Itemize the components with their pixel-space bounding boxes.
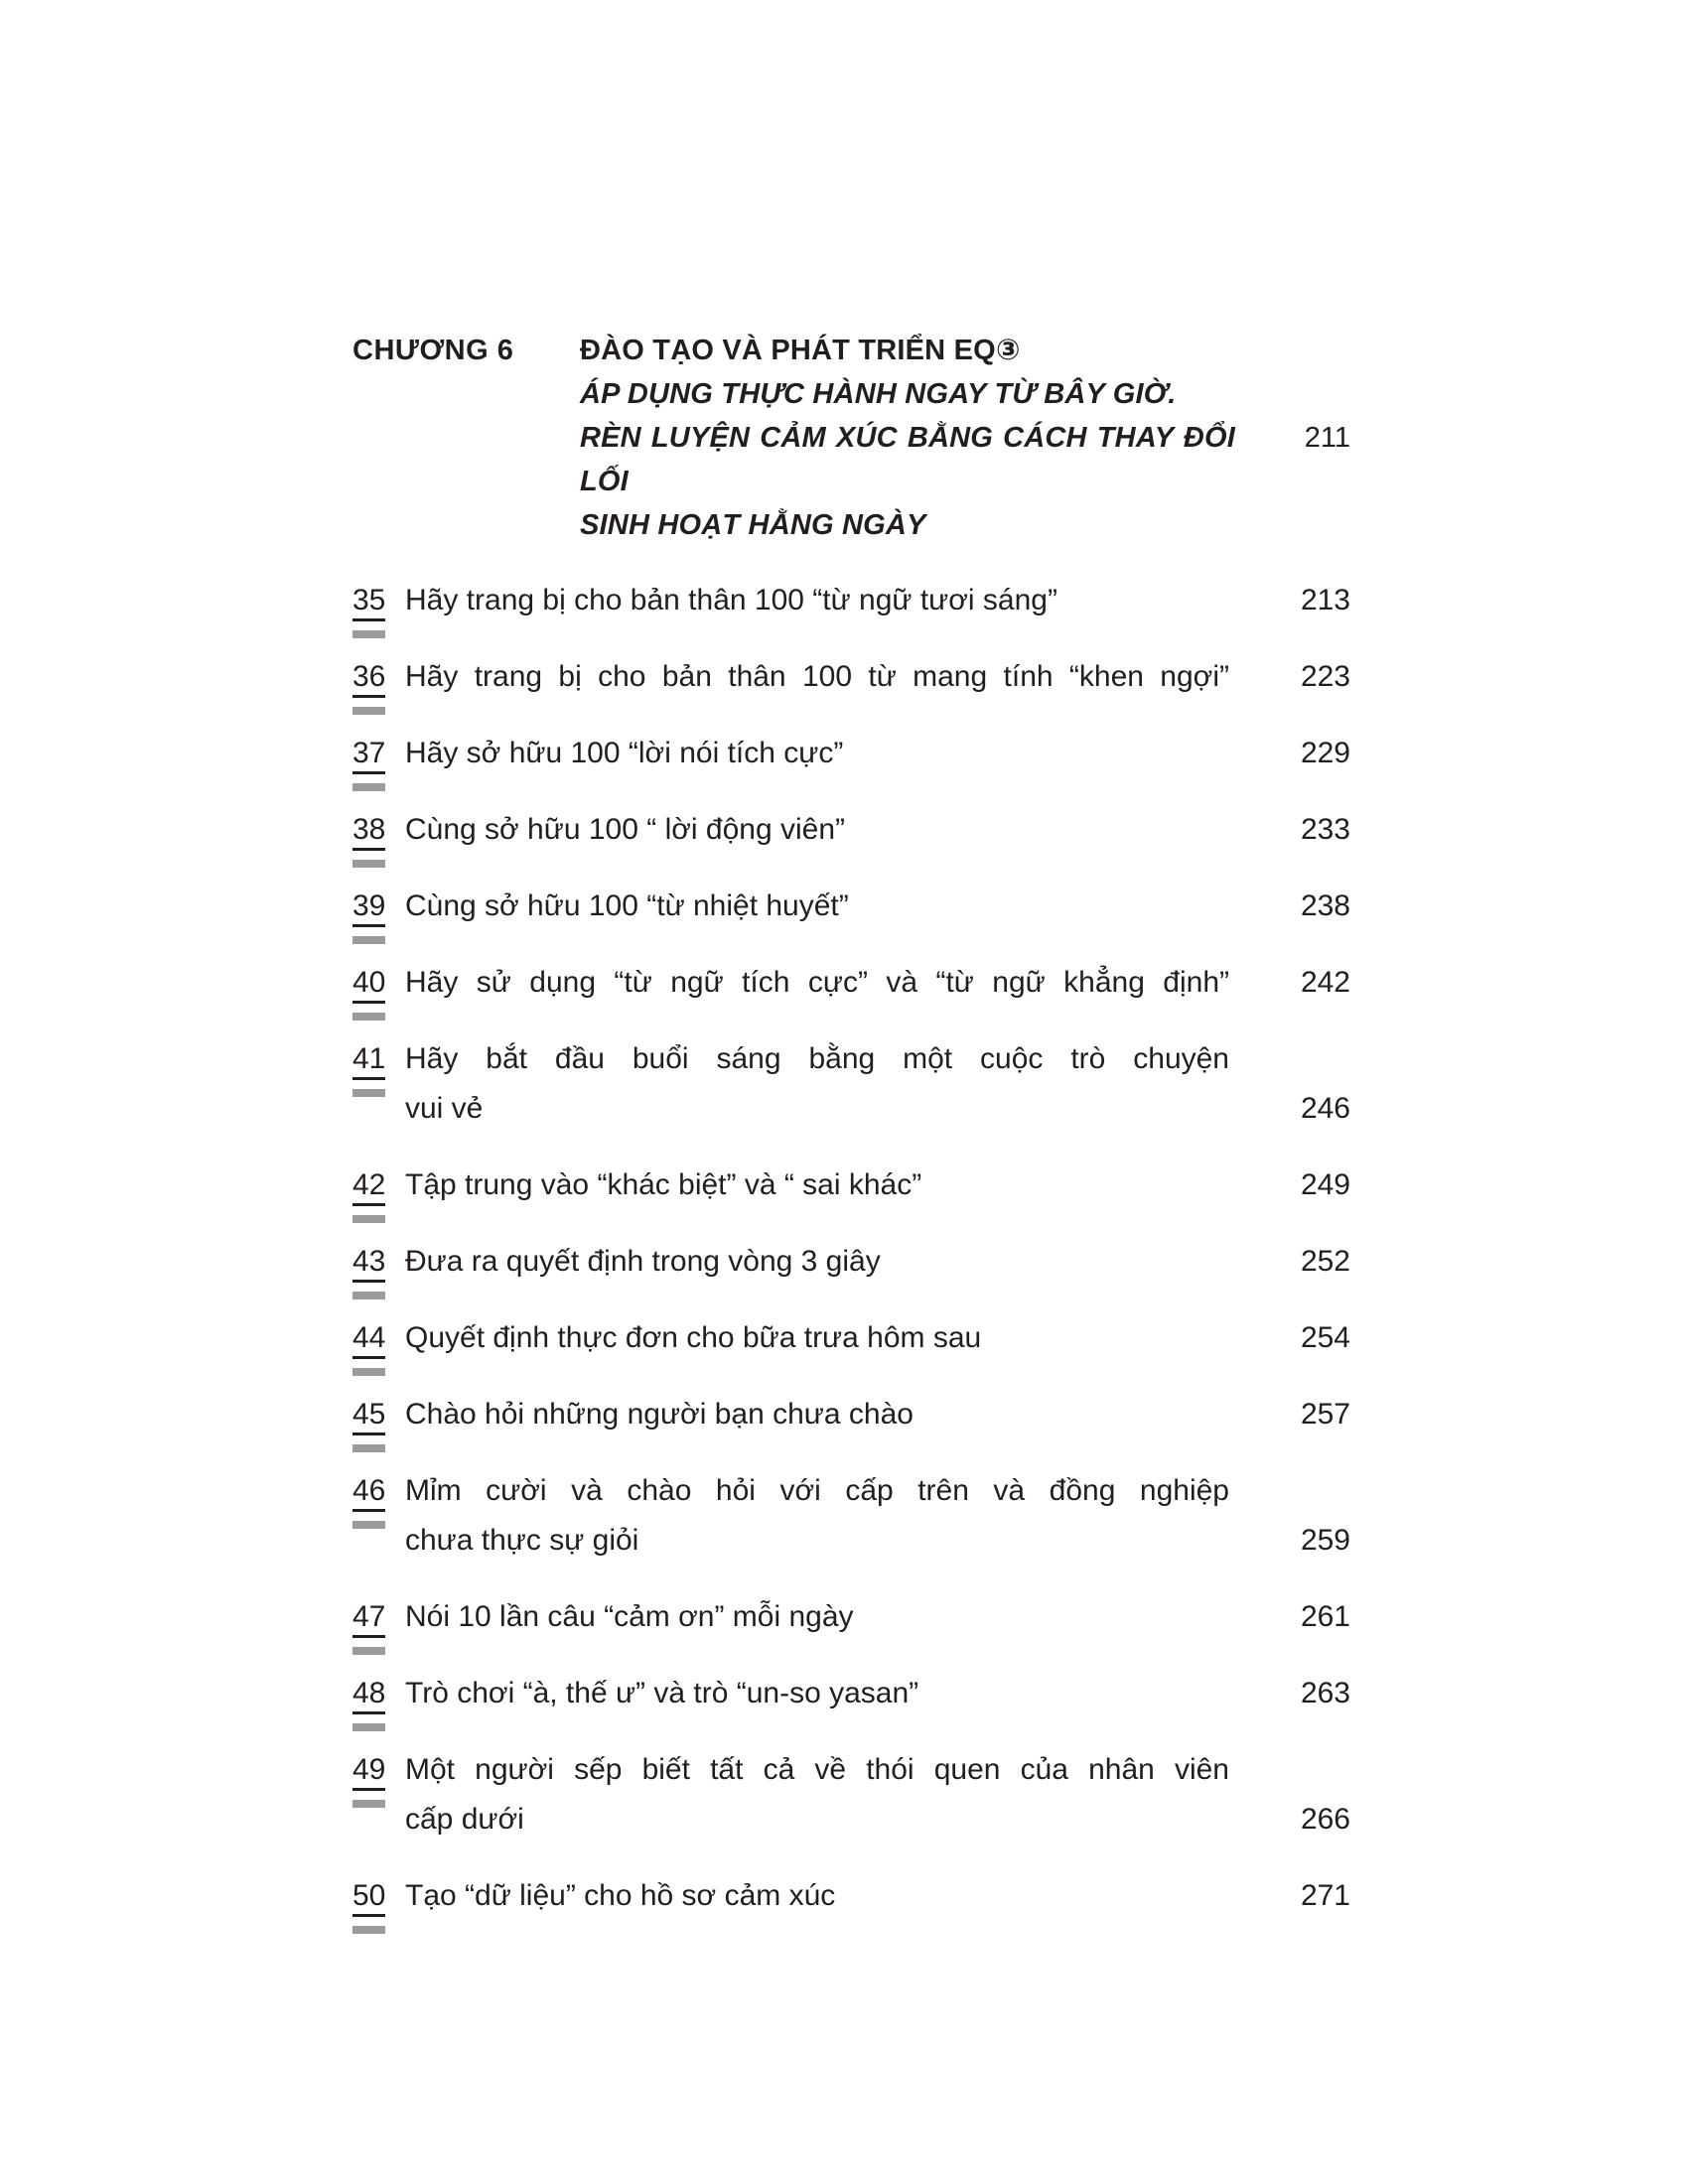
item-number-text: 46 — [352, 1476, 385, 1512]
item-title-line: Nói 10 lần câu “cảm ơn” mỗi ngày — [405, 1600, 854, 1633]
item-number-text: 40 — [352, 968, 385, 1004]
item-number-text: 43 — [352, 1247, 385, 1283]
item-page-number: 233 — [1300, 813, 1350, 846]
toc-item — [352, 1592, 1350, 1642]
item-number — [352, 576, 405, 625]
item-page-number: 246 — [1300, 1092, 1350, 1125]
item-page-number: 266 — [1300, 1803, 1350, 1836]
item-number — [352, 1237, 405, 1287]
item-number — [352, 805, 405, 855]
item-title — [405, 882, 1229, 931]
number-marker-bar — [352, 1800, 385, 1808]
number-marker-bar — [352, 1926, 385, 1934]
chapter-subtitle — [580, 372, 1235, 547]
item-number-text: 45 — [352, 1400, 385, 1435]
item-number-text: 35 — [352, 586, 385, 621]
number-marker-bar — [352, 1368, 385, 1376]
chapter-subtitle-line: ÁP DỤNG THỰC HÀNH NGAY TỪ BÂY GIỜ. — [580, 378, 1177, 410]
toc-item — [352, 652, 1350, 702]
item-title — [405, 1034, 1229, 1134]
item-number-text: 44 — [352, 1323, 385, 1359]
toc-item — [352, 1313, 1350, 1363]
item-number — [352, 1390, 405, 1439]
item-number — [352, 1313, 405, 1363]
item-title-line: Cùng sở hữu 100 “từ nhiệt huyết” — [405, 889, 849, 922]
item-page-number: 257 — [1300, 1398, 1350, 1431]
item-page-number: 223 — [1300, 660, 1350, 693]
item-title — [405, 1669, 1229, 1718]
item-title-line: vui vẻ — [405, 1092, 484, 1125]
number-marker-bar — [352, 1723, 385, 1731]
item-number — [352, 1592, 405, 1642]
item-number — [352, 652, 405, 702]
item-title-line: Tập trung vào “khác biệt” và “ sai khác” — [405, 1168, 922, 1201]
toc-item — [352, 1390, 1350, 1439]
item-page-number: 213 — [1300, 584, 1350, 616]
toc-item — [352, 958, 1350, 1008]
toc-item — [352, 1745, 1350, 1844]
item-title-line: Hãy bắt đầu buổi sáng bằng một cuộc trò chuyện — [405, 1042, 1229, 1075]
item-title-line: Trò chơi “à, thế ư” và trò “un-so yasan” — [405, 1677, 919, 1709]
item-page-number: 229 — [1300, 737, 1350, 769]
number-marker-bar — [352, 630, 385, 638]
toc-content — [352, 329, 1350, 1948]
item-number — [352, 1466, 405, 1516]
toc-item — [352, 1237, 1350, 1287]
item-number-text: 42 — [352, 1170, 385, 1206]
toc-item — [352, 1466, 1350, 1566]
item-number-text: 39 — [352, 891, 385, 927]
item-title — [405, 958, 1229, 1008]
item-number — [352, 1160, 405, 1210]
item-title — [405, 1237, 1229, 1287]
chapter-page-number: 211 — [1304, 421, 1350, 454]
item-title — [405, 1390, 1229, 1439]
item-title-line: Hãy sở hữu 100 “lời nói tích cực” — [405, 737, 844, 769]
item-title-line: Mỉm cười và chào hỏi với cấp trên và đồng nghiệp — [405, 1474, 1229, 1507]
number-marker-bar — [352, 1215, 385, 1223]
item-title-line: Hãy trang bị cho bản thân 100 từ mang tính “khen ngợi” — [405, 660, 1229, 693]
item-number — [352, 958, 405, 1008]
item-title-line: Hãy trang bị cho bản thân 100 “từ ngữ tươi sáng” — [405, 584, 1057, 616]
item-title — [405, 576, 1229, 625]
item-number — [352, 1034, 405, 1084]
item-title — [405, 1160, 1229, 1210]
number-marker-bar — [352, 783, 385, 791]
item-title — [405, 1592, 1229, 1642]
item-number-text: 48 — [352, 1679, 385, 1714]
item-page-number: 249 — [1300, 1168, 1350, 1201]
item-number — [352, 729, 405, 778]
toc-item — [352, 1034, 1350, 1134]
item-title-line: Đưa ra quyết định trong vòng 3 giây — [405, 1245, 881, 1278]
item-title — [405, 1871, 1229, 1921]
item-title — [405, 1313, 1229, 1363]
number-marker-bar — [352, 1647, 385, 1655]
item-title-line: cấp dưới — [405, 1803, 524, 1836]
chapter-header — [352, 329, 1350, 547]
item-title-line: Tạo “dữ liệu” cho hồ sơ cảm xúc — [405, 1879, 836, 1912]
item-number — [352, 1871, 405, 1921]
item-title — [405, 1466, 1229, 1566]
item-title-line: Quyết định thực đơn cho bữa trưa hôm sau — [405, 1321, 982, 1354]
chapter-subtitle-line: RÈN LUYỆN CẢM XÚC BẰNG CÁCH THAY ĐỔI LỐI — [580, 422, 1235, 497]
item-title — [405, 1745, 1229, 1844]
item-number-text: 41 — [352, 1044, 385, 1080]
chapter-subtitle-line: SINH HOẠT HẰNG NGÀY — [580, 509, 926, 541]
chapter-title-block — [580, 329, 1235, 547]
toc-item — [352, 1160, 1350, 1210]
item-page-number: 259 — [1300, 1524, 1350, 1557]
toc-item — [352, 729, 1350, 778]
toc-item — [352, 576, 1350, 625]
item-page-number: 254 — [1300, 1321, 1350, 1354]
item-title-line: Cùng sở hữu 100 “ lời động viên” — [405, 813, 845, 846]
number-marker-bar — [352, 1444, 385, 1452]
item-title — [405, 652, 1229, 702]
number-marker-bar — [352, 1089, 385, 1097]
toc-item — [352, 1669, 1350, 1718]
item-number-text: 36 — [352, 662, 385, 698]
item-number-text: 37 — [352, 739, 385, 774]
number-marker-bar — [352, 707, 385, 715]
item-number-text: 47 — [352, 1602, 385, 1638]
toc-item — [352, 1871, 1350, 1921]
number-marker-bar — [352, 1013, 385, 1021]
item-page-number: 242 — [1300, 966, 1350, 999]
item-page-number: 252 — [1300, 1245, 1350, 1278]
number-marker-bar — [352, 1292, 385, 1299]
item-page-number: 238 — [1300, 889, 1350, 922]
item-title-line: chưa thực sự giỏi — [405, 1524, 639, 1557]
number-marker-bar — [352, 860, 385, 868]
number-marker-bar — [352, 1521, 385, 1529]
item-number — [352, 1745, 405, 1795]
chapter-title: ĐÀO TẠO VÀ PHÁT TRIỂN EQ③ — [580, 335, 1021, 366]
chapter-label: CHƯƠNG 6 — [352, 335, 514, 366]
item-number — [352, 882, 405, 931]
item-number — [352, 1669, 405, 1718]
item-title — [405, 729, 1229, 778]
item-number-text: 38 — [352, 815, 385, 851]
item-title — [405, 805, 1229, 855]
item-title-line: Một người sếp biết tất cả về thói quen của nhân viên — [405, 1753, 1229, 1786]
item-number-text: 49 — [352, 1755, 385, 1791]
toc-item — [352, 805, 1350, 855]
item-number-text: 50 — [352, 1881, 385, 1917]
item-title-line: Hãy sử dụng “từ ngữ tích cực” và “từ ngữ khẳng định” — [405, 966, 1229, 999]
toc-item — [352, 882, 1350, 931]
item-page-number: 261 — [1300, 1600, 1350, 1633]
item-page-number: 263 — [1300, 1677, 1350, 1709]
item-page-number: 271 — [1300, 1879, 1350, 1912]
item-title-line: Chào hỏi những người bạn chưa chào — [405, 1398, 914, 1431]
number-marker-bar — [352, 936, 385, 944]
